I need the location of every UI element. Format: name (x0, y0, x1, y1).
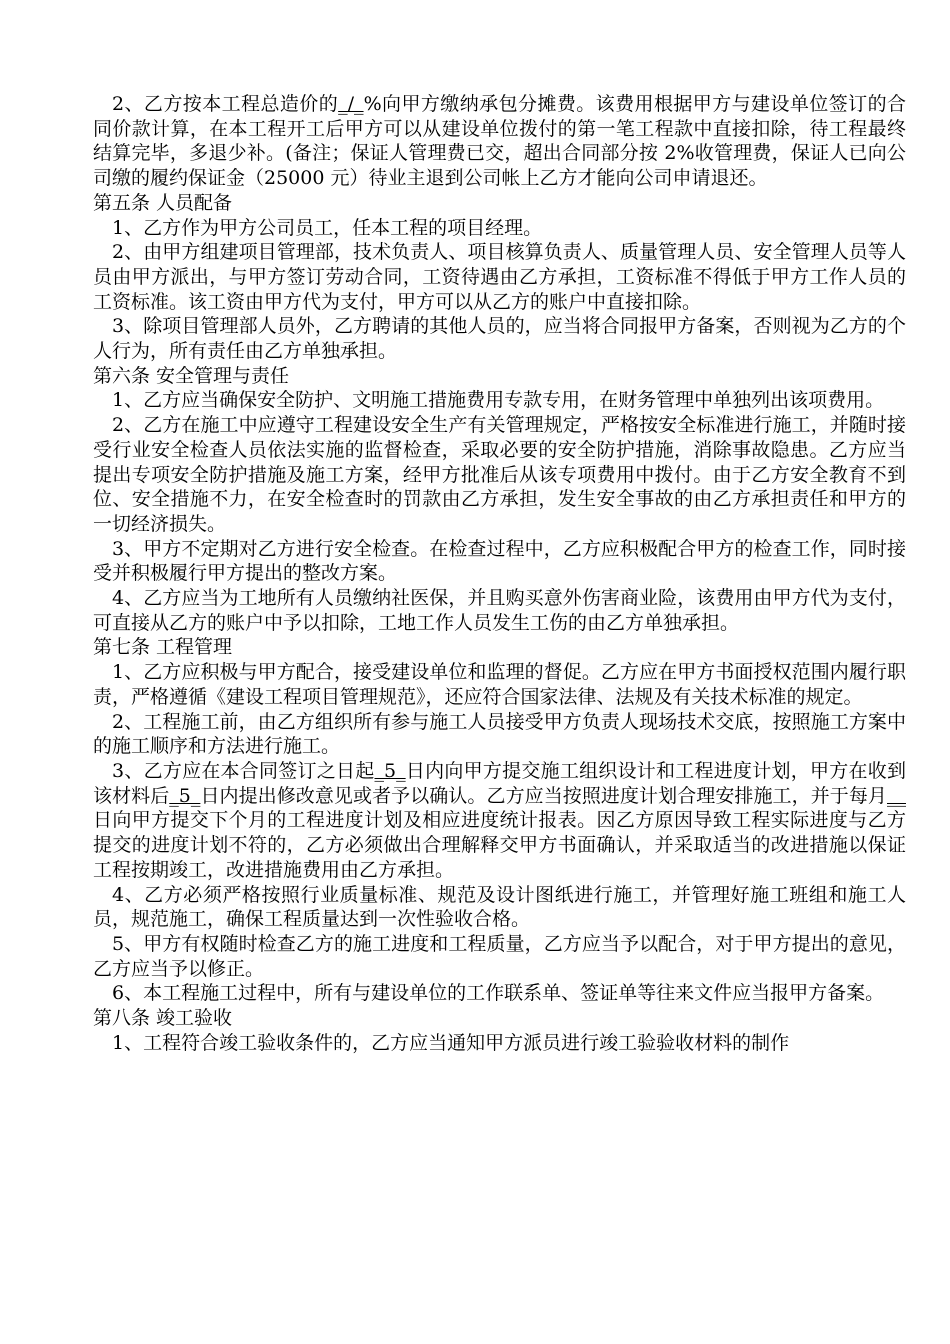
article-5-clause-2: 2、由甲方组建项目管理部，技术负责人、项目核算负责人、质量管理人员、安全管理人员等人员由甲方派出，与甲方签订劳动合同，工资待遇由乙方承担，工资标准不得低于甲方工作人员的工资标准。该工资由甲方代为支付，甲方可以从乙方的账户中直接扣除。 (93, 241, 906, 313)
schedule-text-4: 日向甲方提交下个月的工程进度计划及相应进度统计报表。因乙方原因导致工程实际进度与乙方提交的进度计划不符的，乙方必须做出合理解释交甲方书面确认，并采取适当的改进措施以保证工程按期竣工，改进措施费用由乙方承担。 (93, 809, 906, 881)
article-6-clause-3: 3、甲方不定期对乙方进行安全检查。在检查过程中，乙方应积极配合甲方的检查工作，同时接受并积极履行甲方提出的整改方案。 (93, 537, 906, 585)
article-7-clause-1: 1、乙方应积极与甲方配合，接受建设单位和监理的督促。乙方应在甲方书面授权范围内履行职责，严格遵循《建设工程项目管理规范》，还应符合国家法律、法规及有关技术标准的规定。 (93, 661, 906, 708)
article-7-clause-2: 2、工程施工前，由乙方组织所有参与施工人员接受甲方负责人现场技术交底，按照施工方案中的施工顺序和方法进行施工。 (93, 710, 906, 758)
article-6-title: 第六条 安全管理与责任 (93, 364, 290, 387)
article-7-clause-6: 6、本工程施工过程中，所有与建设单位的工作联系单、签证单等往来文件应当报甲方备案。 (112, 982, 885, 1005)
fee-share-text-2: %向甲方缴纳承包分摊费。该费用根据甲方与建设单位签订的合同价款计算，在本工程开工后甲方可以从建设单位拨付的第一笔工程款中直接扣除，待工程最终结算完毕，多退少补。(备注；保证人管理费已交，超出合同部分按 2%收管理费，保证人已向公司缴的履约保证金（25000 元）待业主退到公司帐上乙方才能向公司申请退还。 (93, 93, 906, 190)
fee-percentage-blank: _/_ (338, 93, 364, 115)
article-8-clause-1: 1、工程符合竣工验收条件的，乙方应当通知甲方派员进行竣工验验收材料的制作 (112, 1031, 790, 1054)
article-5-clause-1: 1、乙方作为甲方公司员工，任本工程的项目经理。 (112, 216, 543, 239)
schedule-days-blank-2: _5_ (169, 784, 201, 807)
schedule-day-blank-3: __ (886, 784, 906, 807)
article-8-title: 第八条 竣工验收 (93, 1007, 233, 1030)
article-6-clause-1: 1、乙方应当确保安全防护、文明施工措施费用专款专用，在财务管理中单独列出该项费用。 (112, 389, 885, 412)
schedule-text-1: 3、乙方应在本合同签订之日起 (112, 759, 375, 782)
article-7-clause-3 (93, 759, 906, 883)
article-7-title: 第七条 工程管理 (93, 636, 233, 659)
paragraph-fee-share (93, 92, 906, 191)
article-6-clause-2: 2、乙方在施工中应遵守工程建设安全生产有关管理规定，严格按安全标准进行施工，并随时接受行业安全检查人员依法实施的监督检查，采取必要的安全防护措施，消除事故隐患。乙方应当提出专项安全防护措施及施工方案，经甲方批准后从该专项费用中拨付。由于乙方安全教育不到位、安全措施不力，在安全检查时的罚款由乙方承担，发生安全事故的由乙方承担责任和甲方的一切经济损失。 (93, 414, 906, 535)
schedule-days-blank-1: _5_ (374, 759, 406, 782)
fee-share-text-1: 2、乙方按本工程总造价的 (112, 93, 339, 115)
article-7-clause-4: 4、乙方必须严格按照行业质量标准、规范及设计图纸进行施工，并管理好施工班组和施工人员，规范施工，确保工程质量达到一次性验收合格。 (93, 883, 906, 931)
article-5-title: 第五条 人员配备 (93, 191, 233, 214)
schedule-text-2: 日内向甲方提交施工组织设计和工程进度计划，甲方在收到该材料后 (93, 759, 906, 807)
article-7-clause-5: 5、甲方有权随时检查乙方的施工进度和工程质量，乙方应当予以配合，对于甲方提出的意见，乙方应当予以修正。 (93, 932, 906, 980)
schedule-text-3: 日内提出修改意见或者予以确认。乙方应当按照进度计划合理安排施工，并于每月 (200, 784, 887, 807)
article-6-clause-4: 4、乙方应当为工地所有人员缴纳社医保，并且购买意外伤害商业险，该费用由甲方代为支付，可直接从乙方的账户中予以扣除，工地工作人员发生工伤的由乙方单独承担。 (93, 587, 906, 634)
article-5-clause-3: 3、除项目管理部人员外，乙方聘请的其他人员的，应当将合同报甲方备案，否则视为乙方的个人行为，所有责任由乙方单独承担。 (93, 315, 906, 363)
